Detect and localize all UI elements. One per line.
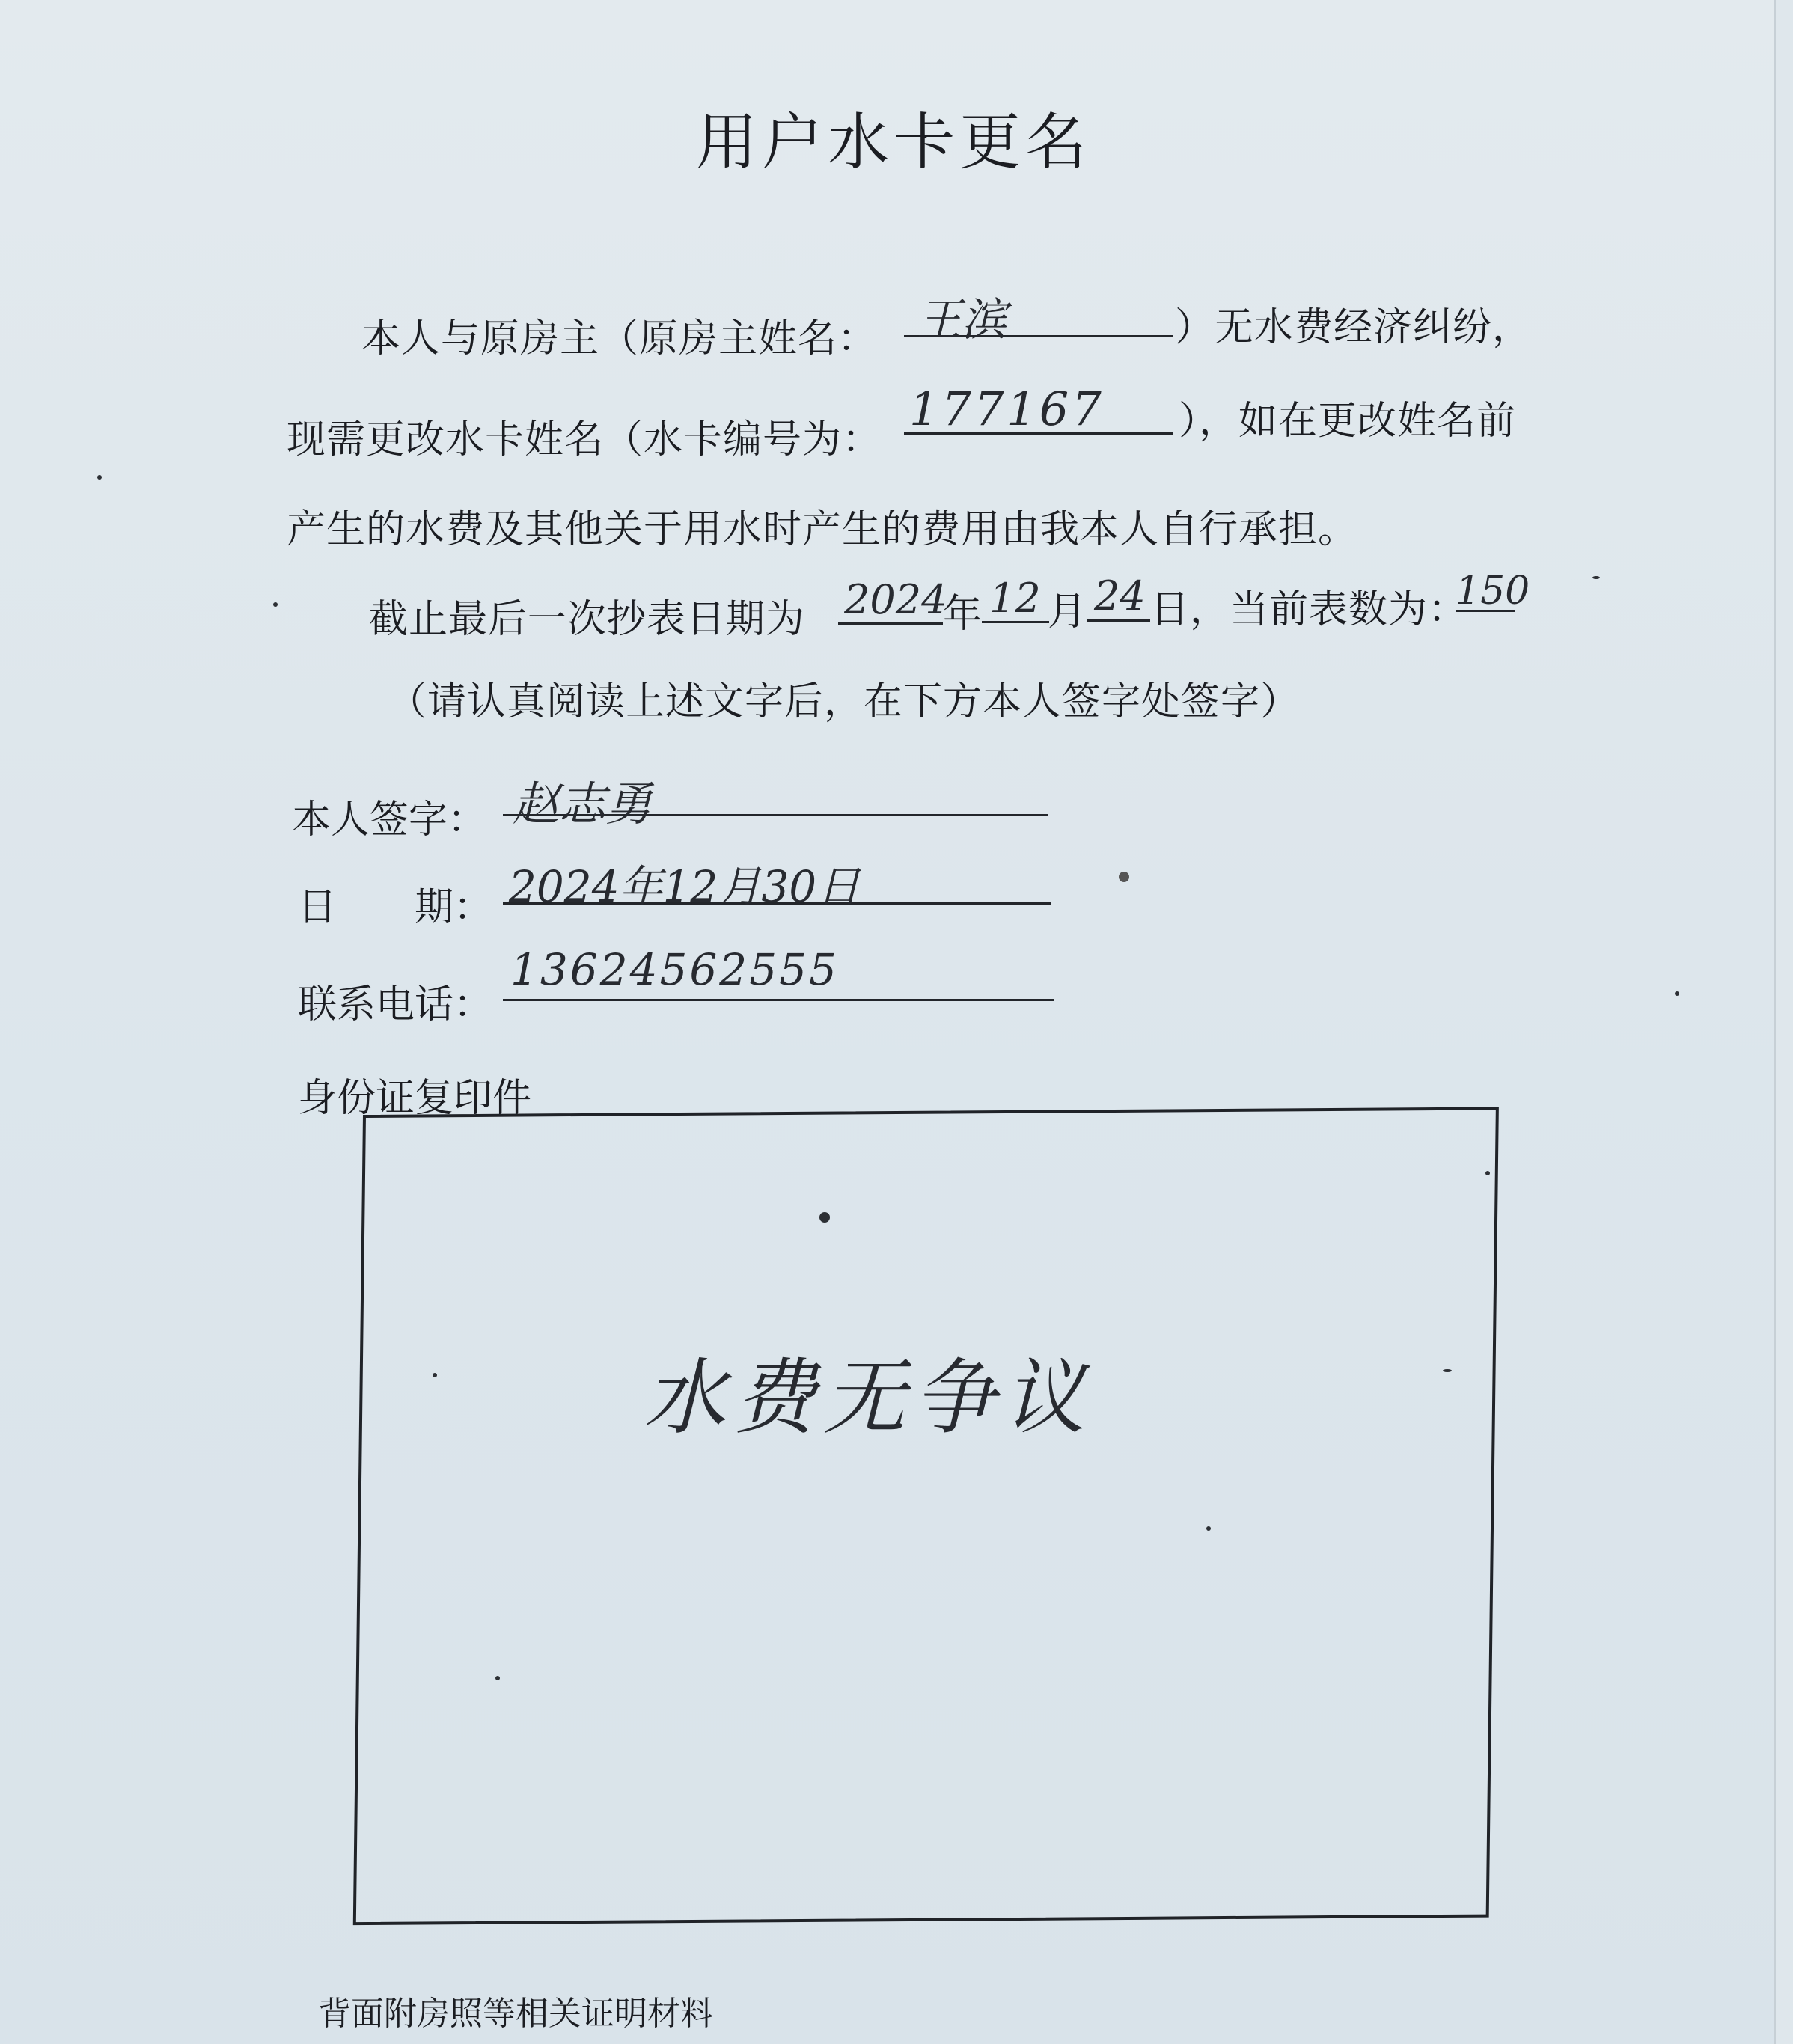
original-owner-handwriting: 王滨	[917, 294, 1007, 346]
ink-speck	[1206, 1526, 1211, 1531]
ink-speck	[1443, 1369, 1452, 1372]
paragraph-line-1b: ）无水费经济纠纷，	[1175, 305, 1533, 350]
read-day-handwriting: 24	[1094, 572, 1146, 619]
id-copy-box	[353, 1107, 1499, 1925]
ink-speck	[1592, 576, 1600, 579]
day-suffix: 日，当前表数为：	[1150, 587, 1468, 632]
date-label: 日 期：	[298, 885, 493, 930]
ink-speck	[495, 1676, 500, 1680]
ink-speck	[1119, 872, 1129, 882]
ink-speck	[1485, 1171, 1490, 1175]
phone-handwriting: 13624562555	[510, 944, 839, 995]
ink-speck	[433, 1373, 437, 1377]
ink-speck	[819, 1212, 830, 1223]
paragraph-line-2a: 现需更改水卡姓名（水卡编号为：	[287, 417, 882, 462]
meter-reading-handwriting: 150	[1456, 569, 1530, 613]
paragraph-line-1a: 本人与原房主（原房主姓名：	[361, 316, 878, 361]
signature-label: 本人签字：	[292, 798, 487, 842]
read-month-handwriting: 12	[989, 575, 1041, 622]
footer-note: 背面附房照等相关证明材料	[318, 1995, 713, 2033]
box-note-handwriting: 水费无争议	[644, 1350, 1093, 1445]
card-number-handwriting: 177167	[909, 382, 1105, 436]
ink-speck	[273, 602, 278, 607]
year-suffix: 年	[943, 592, 983, 637]
paragraph-line-3: 产生的水费及其他关于用水时产生的费用由我本人自行承担。	[287, 507, 1358, 552]
id-copy-label: 身份证复印件	[298, 1076, 532, 1121]
signature-handwriting: 赵志勇	[513, 777, 653, 831]
phone-label: 联系电话：	[298, 982, 493, 1027]
ink-speck	[1675, 991, 1679, 996]
month-suffix: 月	[1048, 590, 1088, 634]
read-day-blank	[1087, 619, 1150, 622]
document-title: 用户水卡更名	[696, 107, 1092, 178]
paragraph-line-5: （请认真阅读上述文字后，在下方本人签字处签字）	[388, 679, 1301, 724]
phone-line	[503, 999, 1054, 1001]
date-handwriting: 2024年12月30日	[509, 861, 861, 912]
paragraph-line-4a: 截止最后一次抄表日期为	[369, 597, 806, 642]
read-year-handwriting: 2024	[844, 576, 947, 623]
paragraph-line-2b: ），如在更改姓名前	[1179, 399, 1517, 444]
ink-speck	[97, 475, 102, 480]
